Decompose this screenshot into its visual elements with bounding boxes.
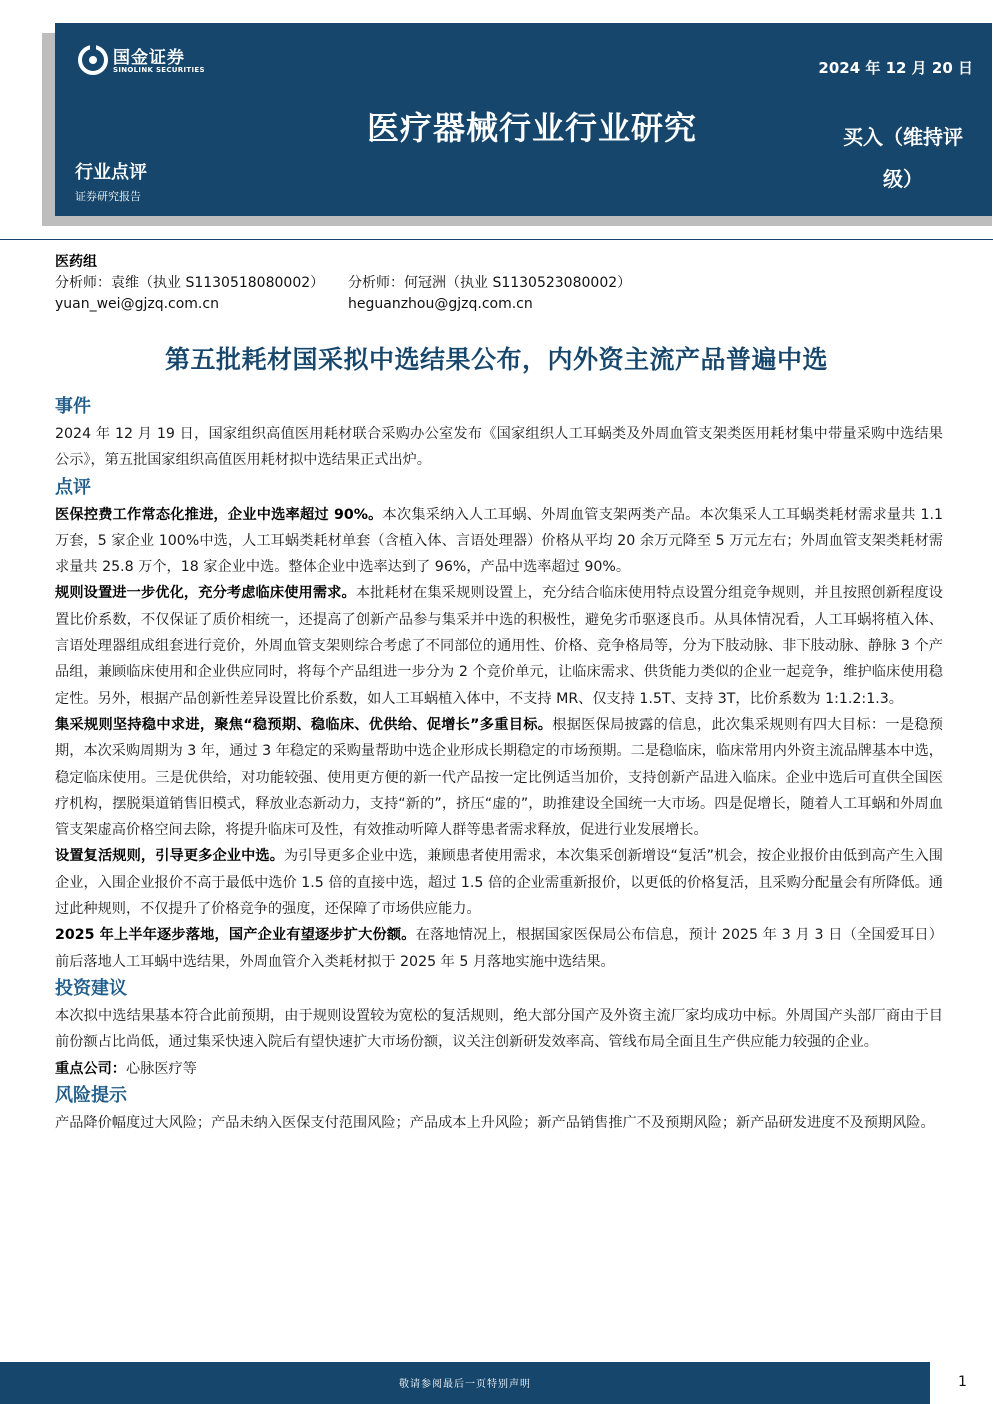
analyst-1-email[interactable]: yuan_wei@gjzq.com.cn (55, 296, 219, 312)
review-paragraph-3 (55, 712, 943, 843)
page-number: 1 (958, 1374, 967, 1390)
report-title: 医疗器械行业行业研究 (367, 109, 698, 147)
report-subtype: 证券研究报告 (75, 190, 141, 203)
event-paragraph: 2024 年 12 月 19 日，国家组织高值医用耗材联合采购办公室发布《国家组织人工耳蜗类及外周血管支架类医用耗材集中带量采购中选结果公示》，第五批国家组织高值医用耗材拟中选结果正式出炉。 (55, 426, 943, 469)
analyst-2 (348, 273, 631, 315)
report-type: 行业点评 (75, 162, 147, 183)
paragraph-2-text: 本批耗材在集采规则设置上，充分结合临床使用特点设置分组竞争规则，并且按照创新程度设置比价系数，不仅保证了质价相统一，还提高了创新产品参与集采并中选的积极性，避免劣币驱逐良币。从具体情况看，人工耳蜗将植入体、言语处理器组成组套进行竞价，外周血管支架则综合考虑了不同部位的通用性、价格、竞争格局等，分为下肢动脉、非下肢动脉、静脉 3 个产品组，兼顾临床使用和企业供应同时，将每个产品组进一步分为 2 个竞价单元，让临床需求、供货能力类似的企业一起竞争，维护临床使用稳定性。另外，根据产品创新性差异设置比价系数，如人工耳蜗植入体中，不支持 MR、仅支持 1.5T、支持 3T，比价系数为 1:1.2:1.3。 (55, 585, 943, 707)
review-paragraph-4 (55, 843, 943, 922)
key-companies (55, 1056, 943, 1082)
review-paragraph-1 (55, 502, 943, 581)
paragraph-4-lead: 设置复活规则，引导更多企业中选。 (55, 848, 285, 865)
rating-line-2: 级） (883, 167, 923, 191)
analyst-group-name: 医药组 (55, 254, 97, 270)
section-invest-heading: 投资建议 (55, 977, 127, 999)
paragraph-1-lead: 医保控费工作常态化推进，企业中选率超过 90%。 (55, 506, 383, 523)
sinolink-logo-icon (78, 45, 108, 75)
paragraph-1-text: 本次集采纳入人工耳蜗、外周血管支架两类产品。本次集采人工耳蜗类耗材需求量共 1.1 万套，5 家企业 100%中选，人工耳蜗类耗材单套（含植入体、言语处理器）价格从平均 20 余万元降至 5 万元左右；外周血管支架类耗材需求量共 25.8 万个，18 家企业中选。整体企业中选率达到了 96%，产品中选率超过 90%。 (55, 506, 944, 576)
section-review-heading: 点评 (55, 476, 91, 498)
key-companies-text: 心脉医疗等 (125, 1060, 197, 1077)
analyst-2-email[interactable]: heguanzhou@gjzq.com.cn (348, 296, 533, 312)
section-event-heading: 事件 (55, 396, 91, 417)
article-title: 第五批耗材国采拟中选结果公布，内外资主流产品普遍中选 (164, 345, 828, 374)
rating-line-1: 买入（维持评 (843, 125, 963, 149)
logo-text-en: SINOLINK SECURITIES (113, 66, 205, 74)
analyst-1-name: 分析师：袁维（执业 S1130518080002） (55, 275, 325, 291)
footer-disclaimer[interactable]: 敬请参阅最后一页特别声明 (399, 1379, 531, 1390)
paragraph-3-text: 根据医保局披露的信息，此次集采规则有四大目标：一是稳预期，本次采购周期为 3 年，通过 3 年稳定的采购量帮助中选企业形成长期稳定的市场预期。二是稳临床，临床常用内外资主流品牌基本中选，稳定临床使用。三是优供给，对功能较强、使用更方便的新一代产品按一定比例适当加价，支持创新产品进入临床。企业中选后可直供全国医疗机构，摆脱渠道销售旧模式，释放业态新动力，支持“新的”，挤压“虚的”，助推建设全国统一大市场。四是促增长，随着人工耳蜗和外周血管支架虚高价格空间去除，将提升临床可及性，有效推动听障人群等患者需求释放，促进行业发展增长。 (55, 716, 943, 839)
review-paragraph-2 (55, 580, 943, 711)
invest-paragraph: 本次拟中选结果基本符合此前预期，由于规则设置较为宽松的复活规则，绝大部分国产及外资主流厂家均成功中标。外周国产头部厂商由于目前份额占比尚低，通过集采快速入院后有望快速扩大市场份额，议关注创新研发效率高、管线布局全面且生产供应能力较强的企业。 (55, 1007, 943, 1051)
key-companies-label: 重点公司： (55, 1060, 126, 1077)
logo-text-cn: 国金证券 (113, 48, 185, 68)
report-body (55, 393, 943, 1136)
paragraph-5-text: 在落地情况上，根据国家医保局公布信息，预计 2025 年 3 月 3 日（全国爱耳日）前后落地人工耳蜗中选结果，外周血管介入类耗材拟于 2025 年 5 月落地实施中选结果。 (55, 927, 943, 970)
analyst-group (55, 252, 97, 273)
paragraph-3-lead: 集采规则坚持稳中求进，聚焦“稳预期、稳临床、优供给、促增长”多重目标。 (55, 716, 553, 733)
paragraph-5-lead: 2025 年上半年逐步落地，国产企业有望逐步扩大份额。 (55, 927, 416, 944)
analyst-1 (55, 273, 324, 315)
risk-paragraph: 产品降价幅度过大风险；产品未纳入医保支付范围风险；产品成本上升风险；新产品销售推广不及预期风险；新产品研发进度不及预期风险。 (55, 1114, 935, 1131)
paragraph-2-lead: 规则设置进一步优化，充分考虑临床使用需求。 (55, 585, 356, 602)
paragraph-4-text: 为引导更多企业中选，兼顾患者使用需求，本次集采创新增设“复活”机会，按企业报价由低到高产生入围企业，入围企业报价不高于最低中选价 1.5 倍的直接中选，超过 1.5 倍的企业需重新报价，以更低的价格复活，且采购分配量会有所降低。通过此种规则，不仅提升了价格竞争的强度，还保障了市场供应能力。 (55, 848, 943, 918)
section-risk-heading: 风险提示 (55, 1084, 127, 1106)
header-divider (0, 239, 993, 240)
rating (833, 116, 973, 200)
analyst-2-name: 分析师：何冠洲（执业 S1130523080002） (348, 275, 632, 291)
review-paragraph-5 (55, 922, 943, 975)
report-date: 2024 年 12 月 20 日 (818, 59, 973, 77)
